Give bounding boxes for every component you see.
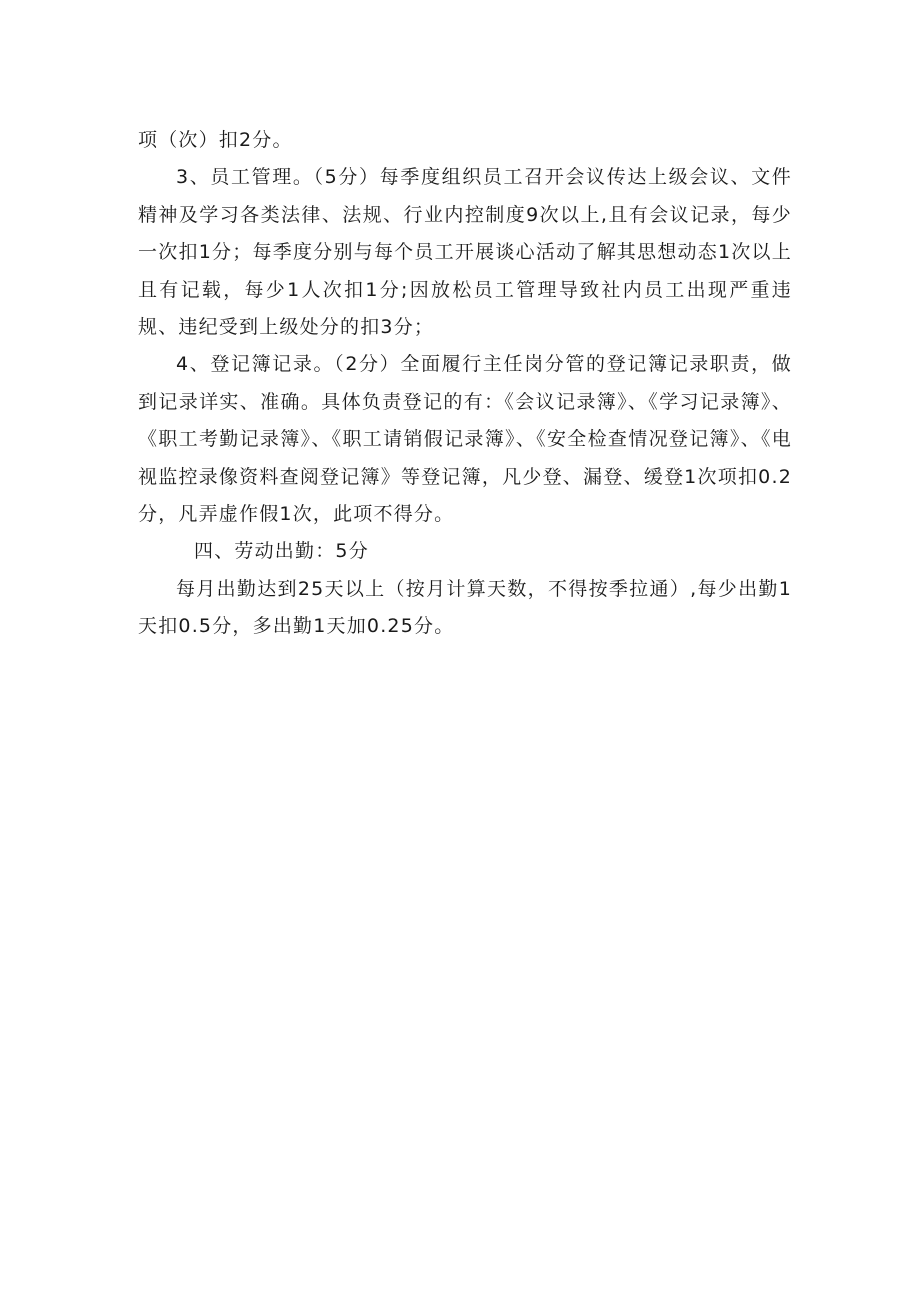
- paragraph-continuation: 项（次）扣2分。: [138, 129, 293, 151]
- paragraph-register-records: 4、登记簿记录。（2分）全面履行主任岗分管的登记簿记录职责，做到记录详实、准确。具体负责登记的有：《会议记录簿》、《学习记录簿》、《职工考勤记录簿》、《职工请销假记录簿》、《安全检查情况登记簿》、《电视监控录像资料查阅登记簿》等登记簿，凡少登、漏登、缓登1次项扣0.2分，凡弄虚作假1次，此项不得分。: [138, 353, 792, 526]
- document-body: [138, 122, 792, 646]
- paragraph-attendance-rules: 每月出勤达到25天以上（按月计算天数，不得按季拉通）,每少出勤1天扣0.5分，多出勤1天加0.25分。: [138, 577, 792, 638]
- section-heading-attendance: 四、劳动出勤：5分: [194, 540, 369, 563]
- paragraph-staff-management: 3、员工管理。（5分）每季度组织员工召开会议传达上级会议、文件精神及学习各类法律、法规、行业内控制度9次以上,且有会议记录，每少一次扣1分；每季度分别与每个员工开展谈心活动了解其思想动态1次以上且有记载，每少1人次扣1分;因放松员工管理导致社内员工出现严重违规、违纪受到上级处分的扣3分；: [138, 166, 792, 339]
